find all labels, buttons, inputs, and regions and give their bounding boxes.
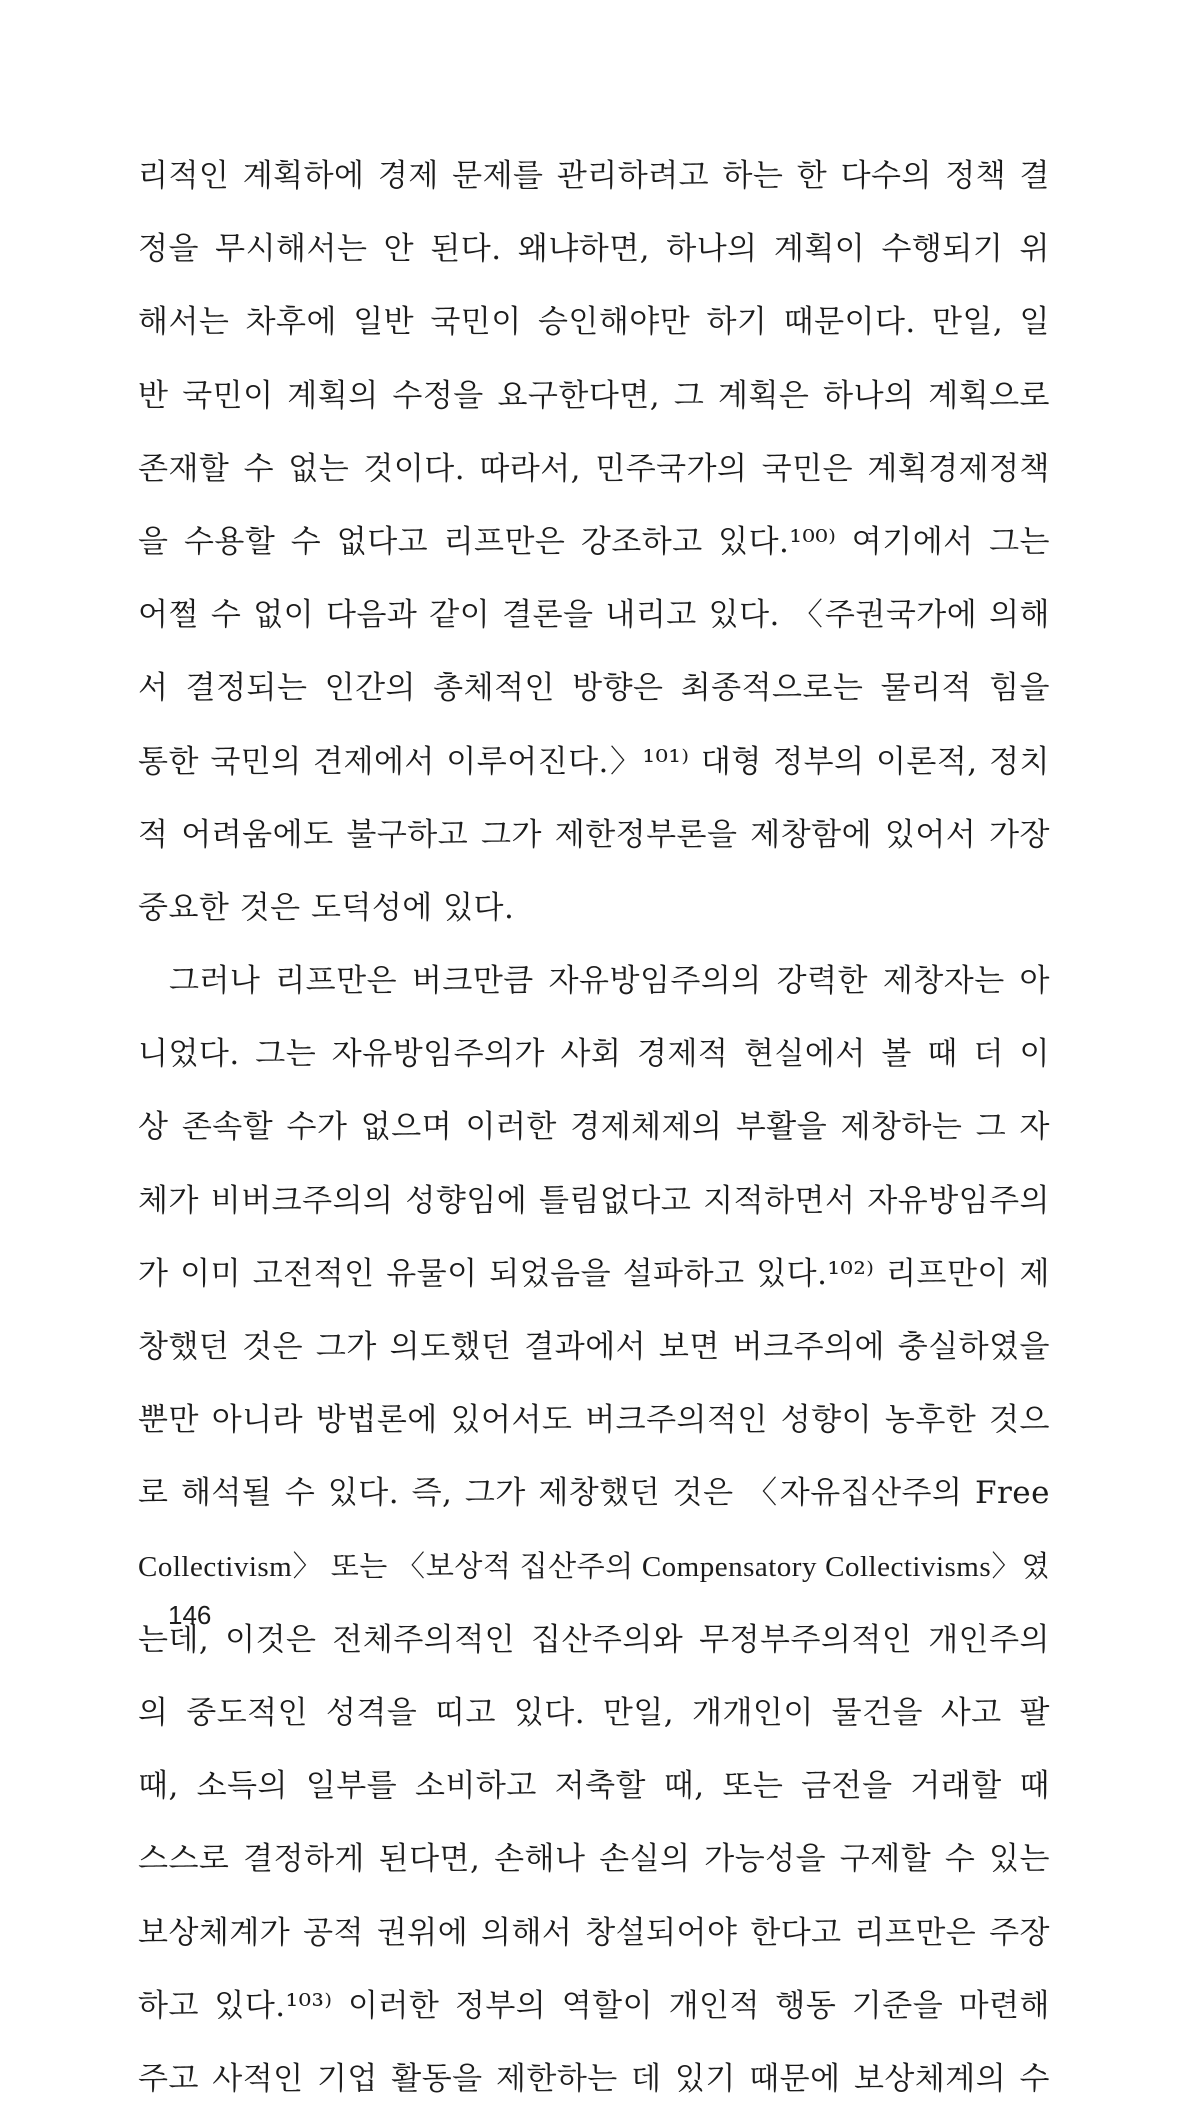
text-line: 체가 비버크주의의 성향임에 틀림없다고 지적하면서 자유방임주의 xyxy=(138,1182,1050,1219)
text-line: 서 결정되는 인간의 총체적인 방향은 최종적으로는 물리적 힘을 xyxy=(138,670,1050,707)
text-line: 반 국민이 계획의 수정을 요구한다면, 그 계획은 하나의 계획으로 xyxy=(138,377,1050,414)
text-line: 해서는 차후에 일반 국민이 승인해야만 하기 때문이다. 만일, 일 xyxy=(138,304,1050,341)
text-line: 니었다. 그는 자유방임주의가 사회 경제적 현실에서 볼 때 더 이 xyxy=(138,1036,1050,1073)
text-line: 로 해석될 수 있다. 즉, 그가 제창했던 것은 〈자유집산주의 Free xyxy=(138,1475,1050,1512)
text-line: 뿐만 아니라 방법론에 있어서도 버크주의적인 성향이 농후한 것으 xyxy=(138,1402,1050,1439)
text-line: 상 존속할 수가 없으며 이러한 경제체제의 부활을 제창하는 그 자 xyxy=(138,1109,1050,1146)
text-line: 보상체계가 공적 권위에 의해서 창설되어야 한다고 리프만은 주장 xyxy=(138,1914,1050,1951)
text-line: 하고 있다.¹⁰³⁾ 이러한 정부의 역할이 개인적 행동 기준을 마련해 xyxy=(138,1987,1050,2024)
text-line: 때, 소득의 일부를 소비하고 저축할 때, 또는 금전을 거래할 때 xyxy=(138,1768,1050,1805)
text-line: 을 수용할 수 없다고 리프만은 강조하고 있다.¹⁰⁰⁾ 여기에서 그는 xyxy=(138,523,1050,560)
text-line: 스스로 결정하게 된다면, 손해나 손실의 가능성을 구제할 수 있는 xyxy=(138,1841,1050,1878)
page-number: 146 xyxy=(168,1600,212,1630)
text-line: 어쩔 수 없이 다음과 같이 결론을 내리고 있다. 〈주권국가에 의해 xyxy=(138,597,1050,634)
text-line: 가 이미 고전적인 유물이 되었음을 설파하고 있다.¹⁰²⁾ 리프만이 제 xyxy=(138,1255,1050,1292)
text-line: 는데, 이것은 전체주의적인 집산주의와 무정부주의적인 개인주의 xyxy=(138,1621,1050,1658)
text-line: 중요한 것은 도덕성에 있다. xyxy=(138,889,515,926)
body-text xyxy=(138,140,1050,2116)
text-line: 주고 사적인 기업 활동을 제한하는 데 있기 때문에 보상체계의 수 xyxy=(138,2060,1050,2097)
text-line: 창했던 것은 그가 의도했던 결과에서 보면 버크주의에 충실하였을 xyxy=(138,1329,1050,1365)
text-line: 통한 국민의 견제에서 이루어진다.〉¹⁰¹⁾ 대형 정부의 이론적, 정치 xyxy=(138,743,1050,780)
text-line: 정을 무시해서는 안 된다. 왜냐하면, 하나의 계획이 수행되기 위 xyxy=(138,231,1050,268)
text-line: 존재할 수 없는 것이다. 따라서, 민주국가의 국민은 계획경제정책 xyxy=(138,450,1050,487)
text-line: 그러나 리프만은 버크만큼 자유방임주의의 강력한 제창자는 아 xyxy=(169,963,1050,1000)
text-line: 리적인 계획하에 경제 문제를 관리하려고 하는 한 다수의 정책 결 xyxy=(138,158,1050,194)
text-line: Collectivism〉 또는 〈보상적 집산주의 Compensatory Collectivisms〉였 xyxy=(138,1550,1050,1583)
text-line: 의 중도적인 성격을 띠고 있다. 만일, 개개인이 물건을 사고 팔 xyxy=(138,1694,1050,1731)
text-line: 적 어려움에도 불구하고 그가 제한정부론을 제창함에 있어서 가장 xyxy=(138,816,1050,853)
